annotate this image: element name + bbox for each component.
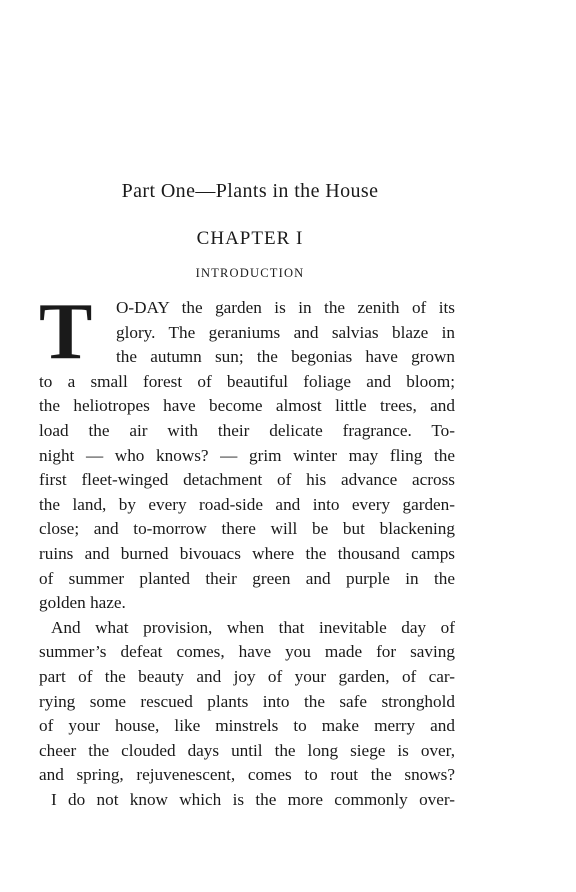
part-title: Part One—Plants in the House: [121, 180, 379, 202]
chapter-title: CHAPTER I: [196, 228, 304, 249]
text-line: night — who knows? — grim winter may fling the: [39, 445, 455, 465]
text-line: first fleet-winged detachment of his advance across: [39, 470, 455, 490]
paragraph-3: [39, 788, 455, 813]
text-line: close; and to-morrow there will be but blackening: [39, 519, 455, 539]
paragraph-2: [39, 616, 455, 788]
text-line: cheer the clouded days until the long siege is over,: [39, 740, 455, 760]
text-line: of your house, like minstrels to make merry and: [39, 716, 455, 736]
text-line: the land, by every road-side and into every garden-: [39, 494, 455, 514]
drop-cap: T: [39, 288, 93, 376]
text-line: glory. The geraniums and salvias blaze in: [116, 322, 455, 342]
text-line: to a small forest of beautiful foliage and bloom;: [39, 371, 455, 391]
text-line: and spring, rejuvenescent, comes to rout the snows?: [39, 765, 455, 785]
section-title: INTRODUCTION: [195, 266, 305, 280]
text-line: ruins and burned bivouacs where the thousand camps: [39, 543, 455, 563]
text-line: I do not know which is the more commonly over-: [51, 789, 455, 809]
text-line: rying some rescued plants into the safe stronghold: [39, 691, 455, 711]
body-text: [39, 288, 455, 812]
text-line: part of the beauty and joy of your garden, of car-: [39, 666, 455, 686]
text-line: And what provision, when that inevitable day of: [51, 617, 455, 637]
text-line: the autumn sun; the begonias have grown: [116, 347, 455, 367]
text-line: of summer planted their green and purple in the: [39, 568, 455, 588]
text-line: O-DAY the garden is in the zenith of its: [116, 298, 455, 317]
text-line: load the air with their delicate fragrance. To-: [39, 420, 455, 440]
text-line: summer’s defeat comes, have you made for saving: [39, 642, 455, 662]
text-line: golden haze.: [39, 593, 126, 613]
text-line: the heliotropes have become almost little trees, and: [39, 396, 455, 416]
paragraph-1: [39, 288, 455, 616]
